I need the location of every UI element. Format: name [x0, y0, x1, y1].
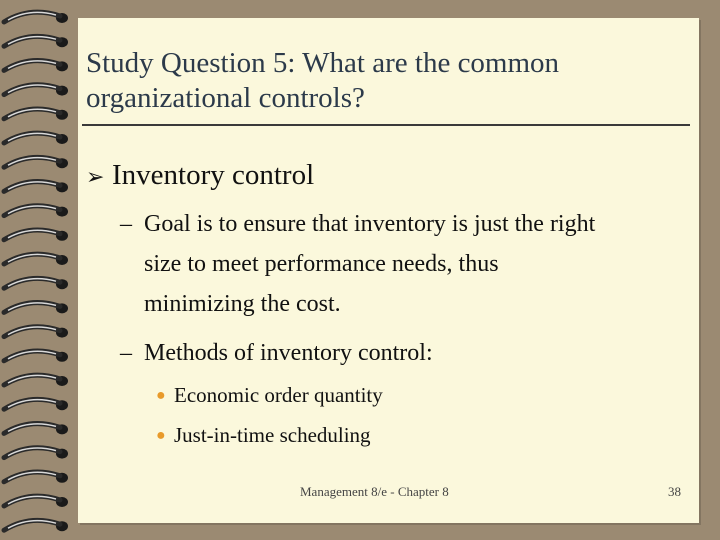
title-line-1: Study Question 5: What are the common: [86, 47, 560, 79]
binder-ring-icon: [4, 12, 68, 23]
slide-title: [86, 46, 686, 116]
sub-bullet-goal-line-2: size to meet performance needs, thus: [144, 251, 499, 277]
binder-ring-icon: [4, 327, 68, 338]
binder-ring-icon: [4, 424, 68, 435]
slide-number: 38: [668, 484, 681, 499]
bullet-inventory-control: [86, 158, 676, 195]
binder-ring-icon: [4, 254, 68, 265]
binder-ring-icon: [4, 399, 68, 410]
binder-ring-icon: [4, 448, 68, 459]
bullet-text: Inventory control: [112, 159, 315, 191]
binder-ring-icon: [4, 157, 68, 168]
dash-marker: –: [120, 211, 132, 237]
binder-ring-icon: [4, 496, 68, 507]
sub-bullet-goal-line-1: Goal is to ensure that inventory is just the right: [144, 211, 596, 237]
binder-ring-icon: [4, 351, 68, 362]
title-line-2: organizational controls?: [86, 82, 365, 114]
binder-ring-icon: [4, 109, 68, 120]
arrow-bullet-icon: ➢: [86, 165, 105, 190]
sub-bullet-goal: [120, 204, 680, 324]
binder-rings: [0, 0, 90, 540]
binder-ring-icon: [4, 36, 68, 47]
binder-ring-icon: [4, 85, 68, 96]
sub-bullet-methods-text: Methods of inventory control:: [144, 340, 433, 366]
slide-footer: Management 8/e - Chapter 8: [300, 484, 449, 499]
binder-ring-icon: [4, 133, 68, 144]
binder-ring-icon: [4, 206, 68, 217]
list-item: [156, 382, 656, 409]
binder-ring-icon: [4, 278, 68, 289]
sub-bullet-goal-line-3: minimizing the cost.: [144, 291, 341, 317]
dot-bullet-icon: ●: [156, 387, 166, 404]
binder-ring-icon: [4, 520, 68, 531]
list-item-text: Economic order quantity: [174, 383, 383, 407]
binder-ring-icon: [4, 472, 68, 483]
dash-marker: –: [120, 340, 132, 366]
list-item-text: Just-in-time scheduling: [174, 423, 371, 447]
binder-ring-icon: [4, 230, 68, 241]
binder-ring-icon: [4, 375, 68, 386]
slide-page: [78, 18, 699, 523]
list-item: [156, 422, 656, 449]
binder-ring-icon: [4, 182, 68, 193]
title-divider: [82, 124, 690, 126]
binder-ring-icon: [4, 61, 68, 72]
sub-bullet-methods: [120, 333, 680, 373]
binder-ring-icon: [4, 303, 68, 314]
dot-bullet-icon: ●: [156, 427, 166, 444]
